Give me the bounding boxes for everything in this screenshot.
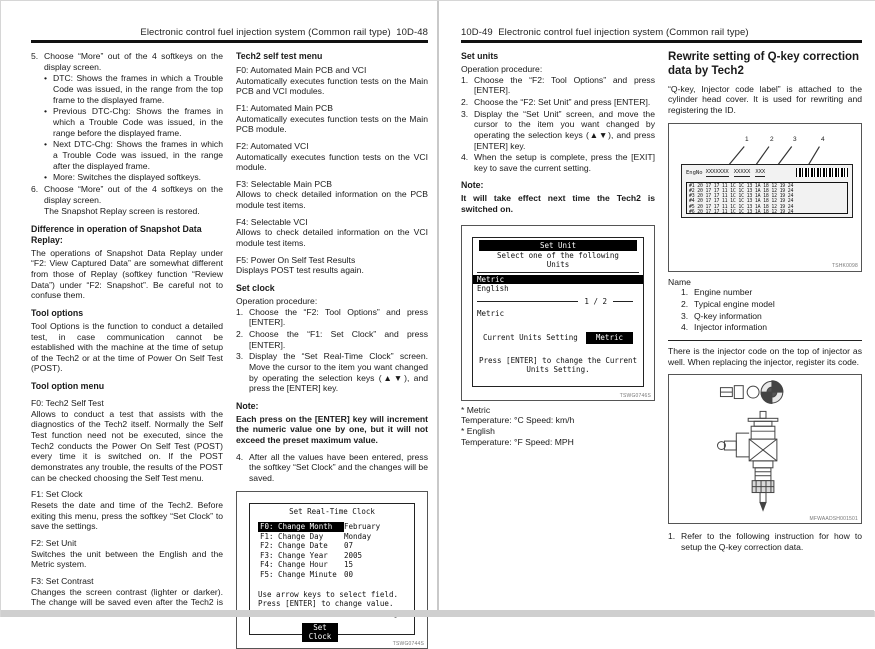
list-text: Refer to the following instruction for how to setup the Q-key correction data. [681, 531, 862, 552]
indicator-line [613, 301, 633, 302]
note-body: It will take effect next time the Tech2 is switched on. [461, 193, 655, 215]
bullet-marker: • [44, 73, 48, 84]
list-text: When the setup is complete, press the [EXIT] key to save the current setting. [474, 152, 655, 173]
header-rule [31, 40, 428, 43]
qkey-label-figure [668, 123, 862, 272]
list-text: Choose the “F2: Tool Options” and press [ENTER]. [249, 306, 428, 328]
list-text: Choose “More” out of the 4 softkeys on the display screen. [44, 51, 223, 72]
section-heading: Tech2 self test menu [236, 51, 323, 61]
screen-hint [473, 356, 643, 375]
list-note: The Snapshot Replay screen is restored. [44, 206, 200, 217]
figure-code: TSWG0746S [619, 392, 651, 399]
engno-group: XXXXXXX [705, 169, 729, 176]
function-body: Changes the screen contrast (lighter or darker). The change will be saved even after the Tech2 is [31, 586, 223, 608]
legend-line: Temperature: °C Speed: km/h [461, 415, 575, 426]
page-header [31, 27, 428, 38]
function-title: F5: Power On Self Test Results [236, 254, 356, 265]
unit-screen-figure [461, 225, 655, 401]
clock-row-label: F4: Change Hour [260, 560, 328, 570]
clock-row-label: F5: Change Minute [260, 569, 337, 579]
list-marker: 5. [31, 51, 39, 61]
list-item [461, 109, 655, 152]
list-text: Choose “More” out of the 4 softkeys on the display screen. [44, 183, 223, 205]
list-marker: 1. [461, 74, 469, 85]
list-text: Display the “Set Unit” screen, and move the cursor to the item you want changed by operating the selection keys (▲▼), and press [ENTER] key. [474, 108, 655, 151]
list-item [668, 531, 862, 552]
bullet-text: Previous DTC-Chg: Shows the frames in which a Trouble Code was issued, in the range before the displayed frame. [53, 106, 223, 138]
list-item [681, 322, 862, 333]
current-units-value: Metric [586, 332, 633, 343]
section-heading: Rewrite setting of Q-key correction data by Tech2 [668, 51, 860, 77]
bullet-text: Next DTC-Chg: Shows the frames in which a Trouble Code was issued, in the range after the displayed frame. [53, 139, 223, 171]
clock-row [258, 541, 406, 551]
list-item [461, 97, 655, 108]
list-marker: 4. [236, 451, 244, 462]
hint-line: Press [ENTER] to change the Current [478, 355, 638, 365]
list-marker: 3. [461, 108, 469, 119]
list-item [44, 106, 223, 138]
current-units-row [483, 332, 633, 343]
list-item [44, 73, 223, 105]
bullet-text: More: Switches the displayed softkeys. [53, 172, 202, 183]
page-10d-48 [1, 1, 437, 647]
clock-row-label: F2: Change Date [260, 541, 328, 551]
list-marker: 2. [236, 328, 244, 339]
header-title: Electronic control fuel injection system (Common rail type) [498, 27, 749, 38]
paragraph: Tool Options is the function to conduct a detailed test, in case communication cannot be established with the machine at the time of setup of the Tech2 or at the time of Power On Self Test (POST). [31, 320, 223, 374]
engno-group: XXXXX [733, 169, 751, 176]
page-divider [437, 1, 439, 610]
clock-row [258, 522, 406, 532]
list-marker: 1. [668, 531, 676, 542]
clock-row-label: F0: Change Month [258, 522, 344, 531]
page-header [461, 27, 862, 38]
function-title: F4: Selectable VCI [236, 216, 308, 227]
clock-row-label: F1: Change Day [260, 531, 324, 541]
list-item [236, 351, 428, 394]
qkey-table-row: #5 20 17 17 11 1C 1C 13 1A 18 12 19 24 [689, 203, 794, 210]
unit-option-english: English [477, 284, 509, 294]
function-title: F1: Automated Main PCB [236, 102, 333, 113]
page-bottom-edge [1, 610, 874, 617]
function-body: Allows to conduct a test that assists with the diagnostics of the Tech2 itself. Normally the Self Test function need not be executed, since the Tech2 conducts the Power On Self Test (POST) every time it is switched on. If the POST demonstrates any trouble, the results of the POST can be checked choosing the Self Test menu. [31, 408, 223, 483]
note-label: Note: [461, 180, 484, 191]
figure-code: MFWAADSH001501 [809, 515, 858, 522]
page-indicator [477, 297, 639, 306]
unit-option-metric: Metric [473, 275, 643, 284]
right-page-columns [461, 51, 862, 553]
qkey-table-row: #3 20 17 17 11 1C 1C 13 1A 18 12 19 24 [689, 193, 794, 200]
current-units-label: Current Units Setting [483, 333, 578, 343]
set-clock-softkey [302, 623, 338, 642]
page-number: 10D-48 [396, 27, 428, 38]
callout-number: 3 [793, 135, 797, 143]
right-page-column-1 [461, 51, 655, 553]
list-item [461, 75, 655, 96]
qkey-table-row: #2 20 17 17 11 1C 1C 13 1A 18 12 19 24 [689, 187, 794, 194]
list-item [31, 184, 223, 205]
note-label: Note: [236, 400, 259, 411]
name-label: Name [668, 276, 691, 287]
list-item [681, 287, 862, 298]
note-body: Each press on the [ENTER] key will increment the numeric value one by one, but it will not exceed the preset maximum value. [236, 413, 428, 446]
list-marker: 4. [461, 152, 469, 163]
left-page-columns [31, 51, 428, 649]
engno-label: EngNo [686, 170, 703, 177]
procedure-label: Operation procedure: [236, 295, 318, 306]
list-text: Engine number [694, 287, 753, 298]
screen-prompt: Units [546, 260, 570, 270]
list-item [31, 51, 223, 72]
function-body: Allows to check detailed information on the VCI module test items. [236, 227, 428, 249]
section-heading: Set units [461, 51, 499, 61]
function-body: Displays POST test results again. [236, 265, 364, 276]
section-heading: Set clock [236, 283, 275, 294]
clock-row-value: 2005 [344, 550, 363, 560]
list-text: Typical engine model [694, 298, 775, 309]
list-marker: 4. [681, 322, 689, 333]
qkey-label [681, 164, 853, 218]
hint-line: Units Setting. [526, 365, 590, 375]
bullet-marker: • [44, 106, 48, 117]
bullet-text: DTC: Shows the frames in which a Trouble Code was issued, in the range from the top frame to the displayed frame. [53, 73, 223, 105]
clock-row [258, 551, 406, 561]
callout-number: 4 [821, 135, 825, 143]
list-marker: 3. [236, 351, 244, 362]
clock-row-value: 15 [344, 560, 354, 570]
right-page-column-2 [668, 51, 862, 553]
qkey-label-engno-row [682, 165, 852, 177]
clock-row [258, 570, 406, 580]
unit-option-metric-2: Metric [477, 308, 505, 318]
procedure-label: Operation procedure: [461, 63, 543, 74]
left-page-column-1 [31, 51, 223, 649]
list-marker: 2. [461, 96, 469, 107]
clock-row [258, 532, 406, 542]
callout-number: 1 [745, 135, 749, 143]
section-heading: Difference in operation of Snapshot Data Replay: [31, 223, 202, 245]
clock-rows [258, 522, 406, 579]
engno-group: XXX [755, 169, 766, 176]
name-list [668, 277, 862, 333]
clock-row-value: 07 [344, 541, 354, 551]
figure-code: TSWG0744S [392, 640, 424, 647]
screen-title: Set Unit [479, 240, 637, 251]
function-title: F3: Selectable Main PCB [236, 178, 333, 189]
function-title: F0: Tech2 Self Test [31, 398, 104, 409]
list-marker: 1. [236, 306, 244, 317]
clock-row-value: Monday [344, 531, 372, 541]
unit-legend [461, 405, 655, 448]
function-title: F0: Automated Main PCB and VCI [236, 64, 367, 75]
function-body: Resets the date and time of the Tech2. Before exiting this menu, press the softkey “Set Clock” to save the settings. [31, 499, 223, 532]
paragraph: “Q-key, Injector code label” is attached to the cylinder head cover. It is used for rewriting and registering the ID. [668, 83, 862, 115]
callout-number: 2 [770, 135, 774, 143]
list-item [44, 172, 223, 183]
section-divider [668, 340, 862, 341]
page-number: 10D-49 [461, 27, 493, 38]
function-title: F1: Set Clock [31, 489, 83, 500]
screen-divider [477, 272, 639, 273]
header-title: Electronic control fuel injection system (Common rail type) [140, 27, 391, 38]
tech2-unit-screen [472, 237, 644, 387]
header-rule [461, 40, 862, 43]
injector-figure [668, 374, 862, 524]
list-marker: 6. [31, 183, 39, 194]
qkey-table-row: #1 20 17 17 11 1C 1C 13 1A 18 12 19 24 [689, 182, 794, 189]
list-text: Choose the “F1: Set Clock” and press [ENTER]. [249, 328, 428, 350]
legend-line: * Metric [461, 404, 491, 415]
list-text: Display the “Set Real-Time Clock” screen. Move the cursor to the item you want changed by operating the selection keys (▲▼), and press the [ENTER] key. [249, 351, 428, 394]
list-item [236, 329, 428, 350]
page-10d-49 [439, 1, 875, 611]
hint-line: Use arrow keys to select field. [258, 590, 398, 600]
list-text: After all the values have been entered, press the softkey “Set Clock” and the changes will be saved. [249, 451, 428, 484]
list-item [236, 452, 428, 484]
indicator-label: 1 / 2 [584, 296, 607, 306]
function-title: F2: Set Unit [31, 537, 77, 548]
hint-line: Press [ENTER] to change value. [258, 599, 394, 609]
list-item [681, 311, 862, 322]
function-body: Allows to check detailed information on the PCB module test items. [236, 189, 428, 211]
screen-title: Set Real-Time Clock [289, 506, 375, 516]
list-text: Q-key information [694, 310, 762, 321]
function-body: Automatically executes function tests on the Main PCB module. [236, 113, 428, 135]
list-item [44, 139, 223, 171]
list-item [681, 299, 862, 310]
clock-row [258, 560, 406, 570]
function-title: F2: Automated VCI [236, 140, 309, 151]
function-body: Switches the unit between the English and the Metric system. [31, 548, 223, 570]
qkey-table-row: #4 20 17 17 11 1C 1C 13 1A 18 12 19 24 [689, 198, 794, 205]
paragraph: There is the injector code on the top of injector as well. When replacing the injector, register its code. [668, 345, 862, 367]
function-title: F3: Set Contrast [31, 575, 94, 586]
function-body: Automatically executes function tests on the VCI module. [236, 151, 428, 173]
figure-code: TSHK0098 [831, 263, 858, 270]
clock-row-value: 00 [344, 569, 354, 579]
qkey-table-row: #6 20 17 17 11 1C 1C 13 1A 18 12 19 24 [689, 209, 794, 214]
clock-row-value: February [344, 522, 381, 532]
legend-line: * English [461, 426, 495, 436]
section-heading: Tool option menu [31, 381, 105, 392]
list-marker: 2. [681, 298, 689, 309]
softkey-label: Clock [308, 631, 332, 641]
left-page-column-2 [236, 51, 428, 649]
list-text: Injector information [694, 322, 768, 333]
qkey-code-table [686, 182, 848, 214]
list-marker: 3. [681, 310, 689, 321]
list-text: Choose the “F2: Tool Options” and press [ENTER]. [474, 74, 655, 96]
screen-prompt: Select one of the following [497, 251, 619, 261]
barcode-icon [796, 168, 848, 177]
legend-line: Temperature: °F Speed: MPH [461, 436, 574, 447]
function-body: Automatically executes function tests on the Main PCB and VCI modules. [236, 75, 428, 97]
section-heading: Tool options [31, 307, 84, 318]
list-text: Choose the “F2: Set Unit” and press [ENTER]. [474, 96, 651, 107]
injector-drawing [669, 375, 861, 523]
bullet-marker: • [44, 139, 48, 150]
clock-screen-figure [236, 491, 428, 649]
paragraph: The operations of Snapshot Data Replay under “F2: View Captured Data” are somewhat different from those of Replay (softkey function “Review Data”) under “F2: Snapshot”. Be careful not to confuse them. [31, 247, 223, 301]
list-item [461, 152, 655, 173]
clock-row-label: F3: Change Year [260, 550, 328, 560]
list-item [236, 307, 428, 328]
indicator-line [477, 301, 578, 302]
list-marker: 1. [681, 287, 689, 298]
bullet-marker: • [44, 172, 48, 183]
softkey-label: Set [313, 623, 327, 633]
